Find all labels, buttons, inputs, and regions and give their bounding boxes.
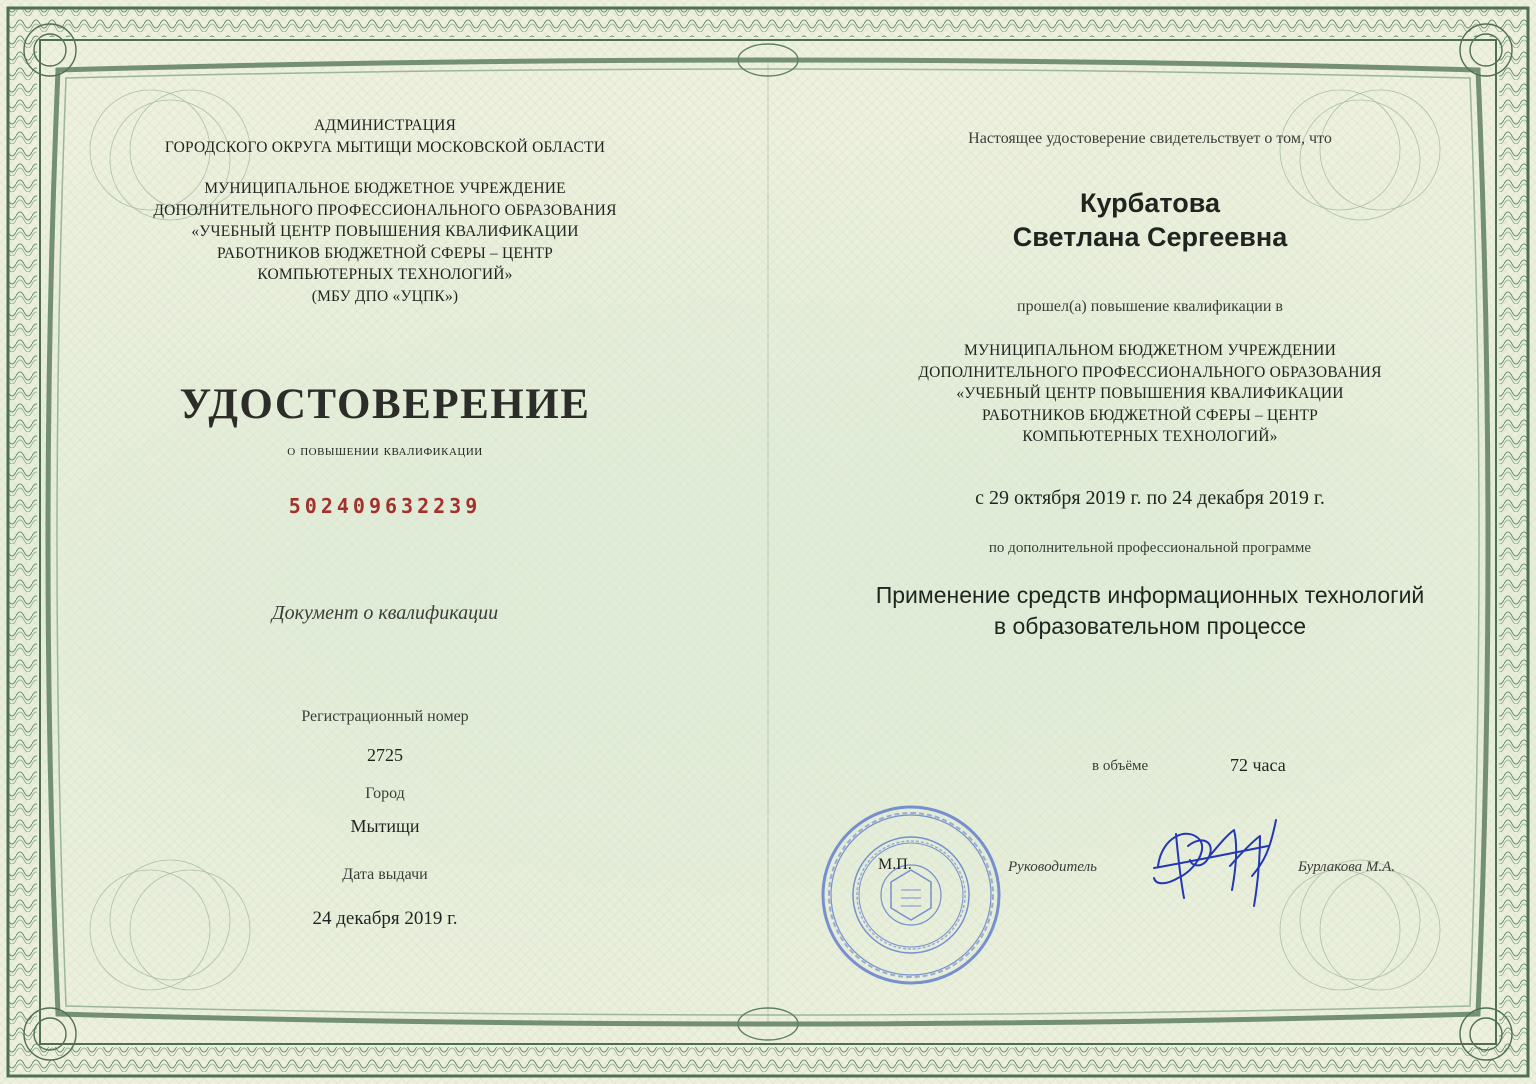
institution-line: КОМПЬЮТЕРНЫХ ТЕХНОЛОГИЙ» [1022,428,1278,445]
institution-block [60,178,710,307]
administration-line: АДМИНИСТРАЦИЯ [313,117,457,134]
institution-line: ДОПОЛНИТЕЛЬНОГО ПРОФЕССИОНАЛЬНОГО ОБРАЗОВАНИЯ [918,363,1382,381]
holder-name [810,186,1490,254]
volume-label: в объёме [1092,758,1149,774]
administration-block [60,115,710,158]
administration-line: ГОРОДСКОГО ОКРУГА МЫТИЩИ МОСКОВСКОЙ ОБЛАСТИ [164,138,606,156]
serial-number: 502409632239 [288,494,482,518]
training-period: с 29 октября 2019 г. по 24 декабря 2019 г. [975,487,1325,509]
institution-line: (МБУ ДПО «УЦПК») [311,287,459,305]
institution-line: «УЧЕБНЫЙ ЦЕНТР ПОВЫШЕНИЯ КВАЛИФИКАЦИИ [191,223,579,240]
institution-line: РАБОТНИКОВ БЮДЖЕТНОЙ СФЕРЫ – ЦЕНТР [982,406,1318,424]
city-label: Город [365,785,405,802]
right-page [810,0,1490,1084]
issue-date: 24 декабря 2019 г. [312,908,458,929]
left-page [60,0,710,1084]
program-title-line: Применение средств информационных технологий [875,582,1425,608]
institution-line: МУНИЦИПАЛЬНОЕ БЮДЖЕТНОЕ УЧРЕЖДЕНИЕ [204,180,566,197]
registration-label: Регистрационный номер [301,708,469,725]
program-title-line: в образовательном процессе [993,613,1307,639]
head-label: Руководитель [1008,859,1097,875]
stamp-place-label: М.П. [878,856,912,873]
registration-number: 2725 [367,745,403,765]
holder-surname: Курбатова [1080,188,1220,218]
passed-text: прошел(а) повышение квалификации в [1017,298,1283,315]
program-label: по дополнительной профессиональной программе [988,540,1312,556]
head-name: Бурлакова М.А. [1298,859,1396,875]
holder-given-names: Светлана Сергеевна [1012,222,1288,252]
certification-intro: Настоящее удостоверение свидетельствует о том, что [968,130,1332,147]
volume-hours: 72 часа [1230,755,1286,775]
institution-line: РАБОТНИКОВ БЮДЖЕТНОЙ СФЕРЫ – ЦЕНТР [217,244,553,262]
institution-line: КОМПЬЮТЕРНЫХ ТЕХНОЛОГИЙ» [257,266,513,283]
document-title: УДОСТОВЕРЕНИЕ [179,381,591,428]
training-institution [810,340,1490,448]
program-title [810,580,1490,642]
institution-line: «УЧЕБНЫЙ ЦЕНТР ПОВЫШЕНИЯ КВАЛИФИКАЦИИ [956,385,1344,402]
city-value: Мытищи [350,816,420,836]
document-subtitle: о повышении квалификации [287,442,483,459]
issue-date-label: Дата выдачи [342,866,428,883]
institution-line: ДОПОЛНИТЕЛЬНОГО ПРОФЕССИОНАЛЬНОГО ОБРАЗОВАНИЯ [153,201,617,219]
institution-line: МУНИЦИПАЛЬНОМ БЮДЖЕТНОМ УЧРЕЖДЕНИИ [964,342,1336,359]
document-kind: Документ о квалификации [271,602,499,624]
